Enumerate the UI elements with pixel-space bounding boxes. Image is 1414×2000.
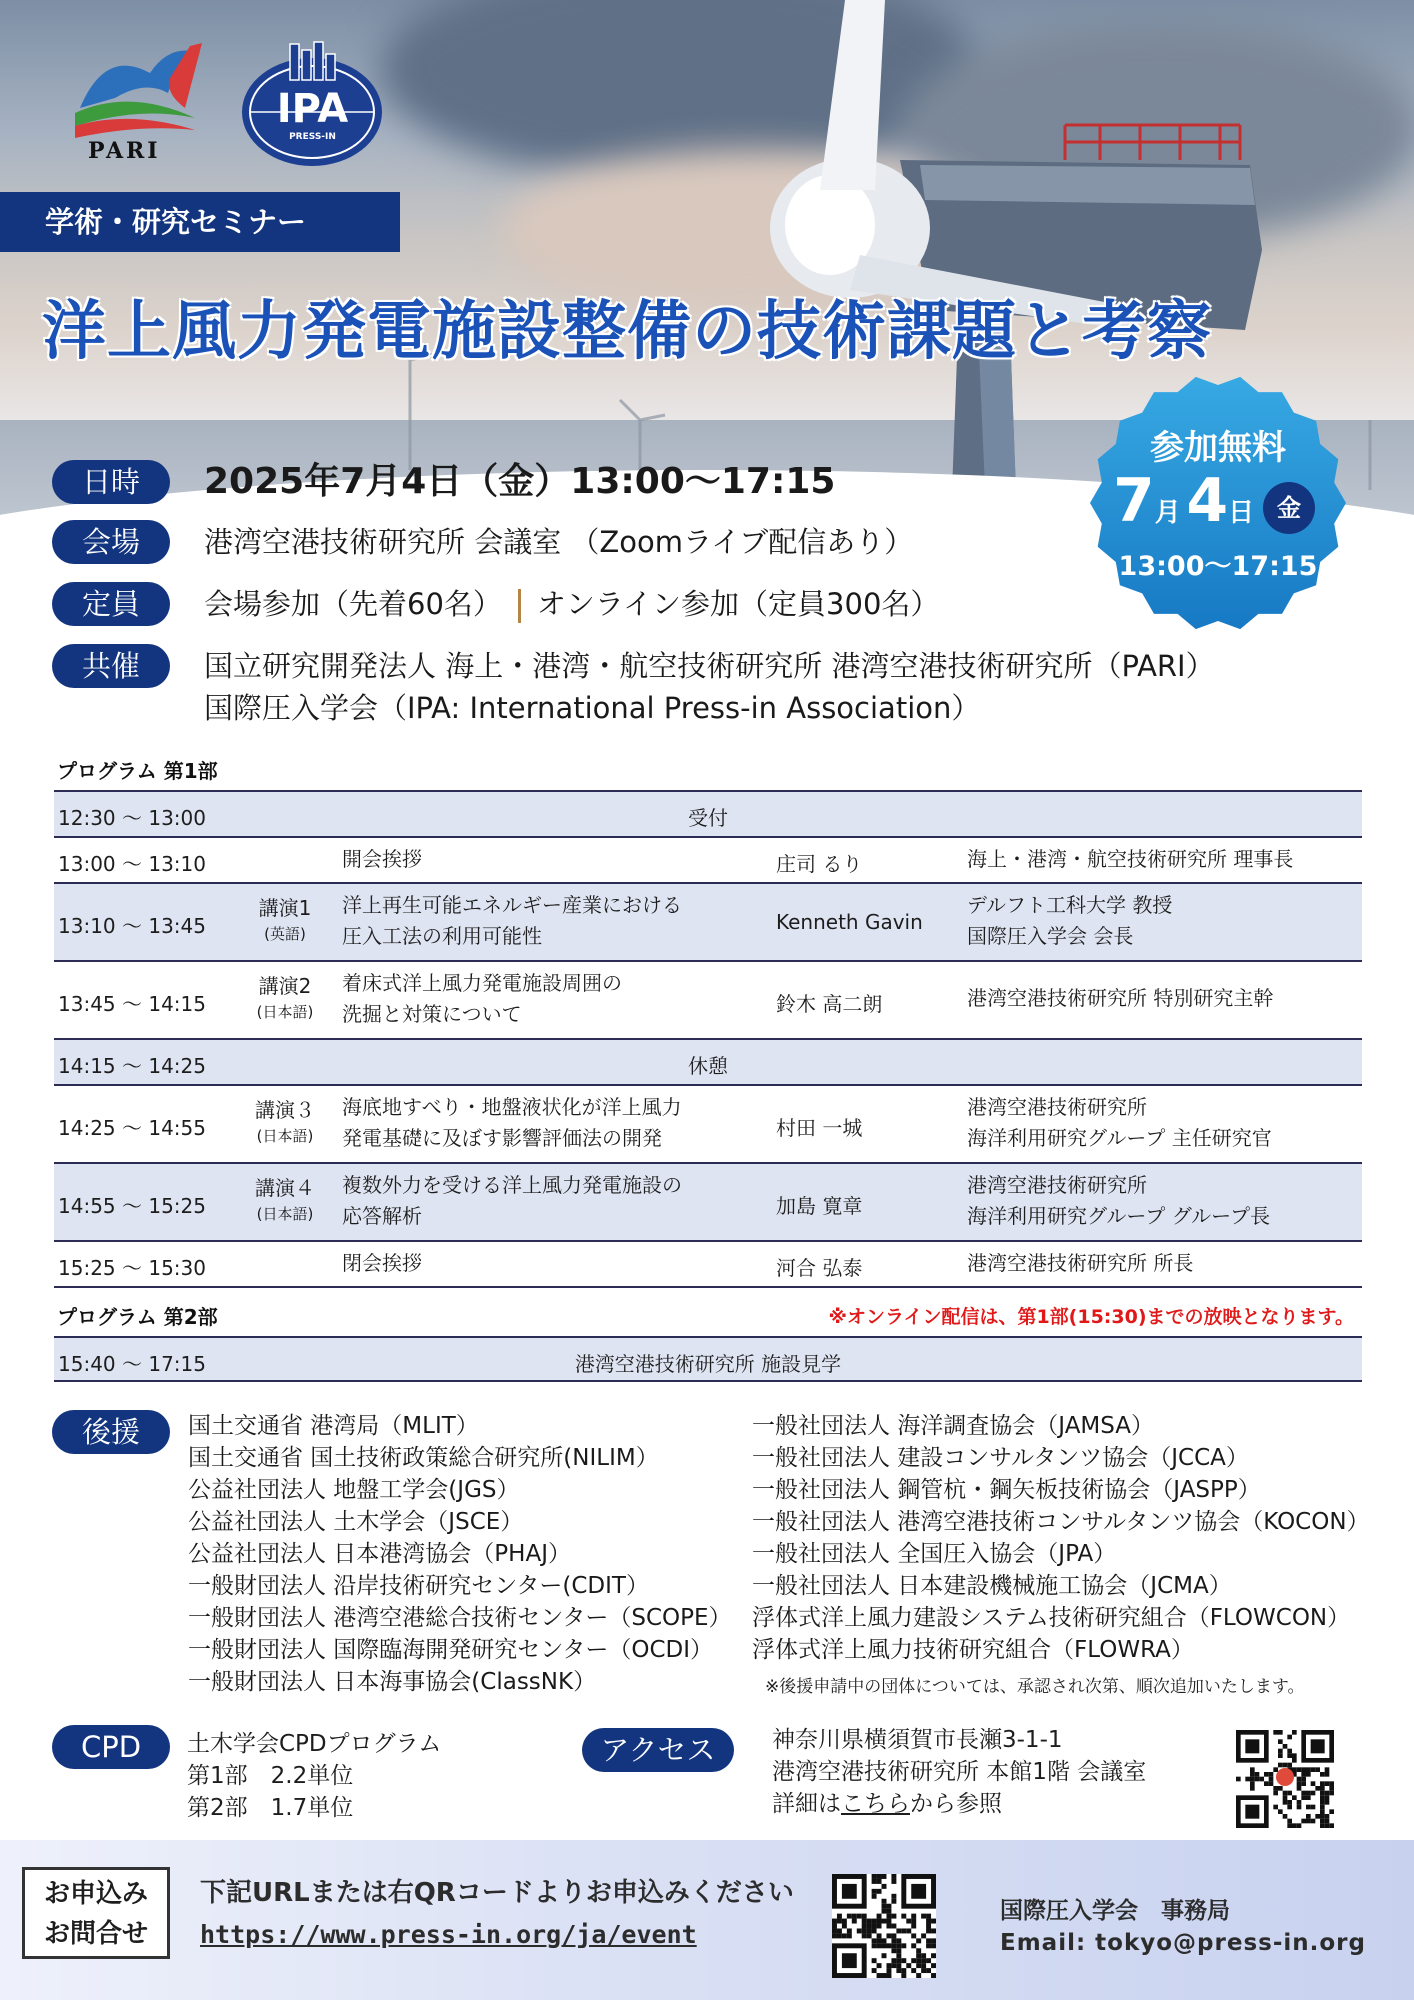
table-row: 15:25 〜 15:30 閉会挨拶 河合 弘泰 港湾空港技術研究所 所長 — [54, 1240, 1362, 1288]
table-divider — [54, 1380, 1362, 1382]
list-item: 一般社団法人 建設コンサルタンツ協会（JCCA） — [752, 1445, 1249, 1471]
list-item: 国土交通省 国土技術政策総合研究所(NILIM） — [188, 1445, 659, 1471]
info-value-line2: 国際圧入学会（IPA: International Press-in Association） — [204, 691, 981, 725]
access-qr-code[interactable] — [1236, 1730, 1334, 1828]
capacity-separator — [518, 589, 521, 623]
support-list-left — [188, 1410, 732, 1698]
list-item: 一般社団法人 海洋調査協会（JAMSA） — [752, 1413, 1155, 1439]
list-item: 一般社団法人 鋼管杭・鋼矢板技術協会（JASPP） — [752, 1477, 1261, 1503]
support-label: 後援 — [52, 1410, 170, 1454]
table-divider — [54, 1286, 1362, 1288]
info-datetime — [52, 460, 836, 504]
info-label: 会場 — [52, 520, 170, 564]
support-note: ※後援申請中の団体については、承認され次第、順次追加いたします。 — [765, 1677, 1305, 1697]
list-item: 公益社団法人 日本港湾協会（PHAJ） — [188, 1541, 571, 1567]
table-row: 14:15 〜 14:25 休憩 — [54, 1038, 1362, 1086]
list-item: 国土交通省 港湾局（MLIT） — [188, 1413, 479, 1439]
apply-prompt: 下記URLまたは右QRコードよりお申込みください — [200, 1878, 794, 1908]
access-details-link[interactable]: こちら — [841, 1791, 910, 1817]
ipa-subtext: PRESS-IN — [289, 132, 336, 142]
list-item: 浮体式洋上風力技術研究組合（FLOWRA） — [752, 1637, 1194, 1663]
list-item: 一般財団法人 港湾空港総合技術センター（SCOPE） — [188, 1605, 732, 1631]
apply-url-link[interactable]: https://www.press-in.org/ja/event — [200, 1920, 697, 1949]
badge-time: 13:00〜17:15 — [1118, 551, 1318, 582]
access-details: 神奈川県横須賀市長瀬3-1-1 港湾空港技術研究所 本館1階 会議室 詳細はこちらから参照 — [772, 1727, 1147, 1817]
list-item: 公益社団法人 地盤工学会(JGS） — [188, 1477, 520, 1503]
pari-logo — [70, 38, 210, 173]
pari-wordmark: PARI — [88, 138, 161, 164]
table-row: 13:10 〜 13:45 講演1 (英語) 洋上再生可能エネルギー産業における 圧入工法の利用可能性 Kenneth Gavin デルフト工科大学 教授 国際圧入学会 会長 — [54, 882, 1362, 962]
info-label: 定員 — [52, 582, 170, 626]
online-note: ※オンライン配信は、第1部(15:30)までの放映となります。 — [828, 1306, 1354, 1328]
info-value: 会場参加（先着60名） オンライン参加（定員300名） — [204, 587, 940, 621]
access-label: アクセス — [582, 1728, 734, 1772]
table-row: 12:30 〜 13:00 受付 — [54, 790, 1362, 838]
apply-contact-box: お申込み お問合せ — [22, 1867, 170, 1959]
list-item: 一般財団法人 沿岸技術研究センター(CDIT） — [188, 1573, 649, 1599]
ipa-logo — [240, 40, 385, 168]
table-row: 14:55 〜 15:25 講演４ (日本語) 複数外力を受ける洋上風力発電施設の 応答解析 加島 寛章 港湾空港技術研究所 海洋利用研究グループ グループ長 — [54, 1162, 1362, 1242]
info-value: 港湾空港技術研究所 会議室 （Zoomライブ配信あり） — [204, 525, 914, 559]
free-admission-badge — [1087, 372, 1349, 634]
support-list-right — [752, 1410, 1370, 1666]
list-item: 一般社団法人 日本建設機械施工協会（JCMA） — [752, 1573, 1232, 1599]
list-item: 浮体式洋上風力建設システム技術研究組合（FLOWCON） — [752, 1605, 1351, 1631]
info-capacity — [52, 582, 940, 626]
list-item: 一般社団法人 全国圧入協会（JPA） — [752, 1541, 1117, 1567]
badge-free-text: 参加無料 — [1150, 428, 1286, 468]
table-row: 13:00 〜 13:10 開会挨拶 庄司 るり 海上・港湾・航空技術研究所 理事長 — [54, 836, 1362, 884]
list-item: 一般財団法人 国際臨海開発研究センター（OCDI） — [188, 1637, 714, 1663]
page-title: 洋上風力発電施設整備の技術課題と考察 — [42, 295, 1212, 369]
table-row: 13:45 〜 14:15 講演2 (日本語) 着床式洋上風力発電施設周囲の 洗掘と対策について 鈴木 高二朗 港湾空港技術研究所 特別研究主幹 — [54, 960, 1362, 1040]
apply-qr-code[interactable] — [832, 1874, 936, 1978]
seminar-tag: 学術・研究セミナー — [0, 192, 400, 252]
info-label: 共催 — [52, 644, 170, 688]
table-row: 14:25 〜 14:55 講演３ (日本語) 海底地すべり・地盤液状化が洋上風力 発電基礎に及ぼす影響評価法の開発 村田 一城 港湾空港技術研究所 海洋利用研究グループ 主任研究官 — [54, 1084, 1362, 1164]
info-value-line1: 国立研究開発法人 海上・港湾・航空技術研究所 港湾空港技術研究所（PARI） — [204, 649, 1215, 683]
ipa-wordmark: IPA — [276, 86, 349, 132]
info-venue — [52, 520, 914, 564]
badge-date: 7月 4日 — [1113, 466, 1255, 536]
info-label: 日時 — [52, 460, 170, 504]
info-cohosts — [52, 644, 1215, 725]
cpd-label: CPD — [52, 1725, 170, 1769]
badge-weekday: 金 — [1263, 482, 1315, 534]
secretariat-email[interactable]: Email: tokyo@press-in.org — [1000, 1930, 1366, 1956]
footer — [0, 1840, 1414, 2000]
program-part1-heading: プログラム 第1部 — [57, 759, 218, 783]
program-part2-heading: プログラム 第2部 — [57, 1305, 218, 1329]
list-item: 一般社団法人 港湾空港技術コンサルタンツ協会（KOCON） — [752, 1509, 1370, 1535]
cpd-details: 土木学会CPDプログラム 第1部 2.2単位 第2部 1.7単位 — [187, 1731, 442, 1821]
table-row: 15:40 〜 17:15 港湾空港技術研究所 施設見学 — [54, 1336, 1362, 1382]
list-item: 一般財団法人 日本海事協会(ClassNK） — [188, 1669, 597, 1695]
info-value: 2025年7月4日（金）13:00〜17:15 — [204, 461, 836, 502]
secretariat-name: 国際圧入学会 事務局 — [1000, 1898, 1230, 1924]
list-item: 公益社団法人 土木学会（JSCE） — [188, 1509, 524, 1535]
